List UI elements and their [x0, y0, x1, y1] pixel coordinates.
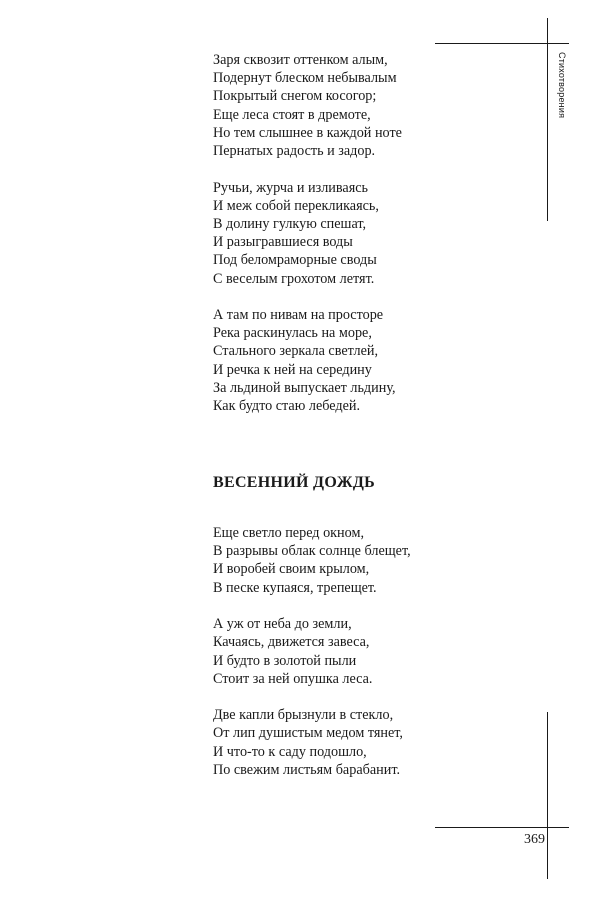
stanza — [213, 306, 533, 415]
bottom-vertical-rule — [547, 712, 548, 879]
verse-line: И речка к ней на середину — [213, 361, 372, 378]
verse-line: Подернут блеском небывалым — [213, 70, 397, 87]
poem-spring-morning — [213, 51, 533, 415]
stanza — [213, 51, 533, 160]
bottom-horizontal-rule — [435, 827, 569, 828]
page-number: 369 — [524, 832, 545, 847]
verse-line: И разыгравшиеся воды — [213, 234, 353, 251]
verse-line: В долину гулкую спешат, — [213, 215, 367, 232]
verse-line: По свежим листьям барабанит. — [213, 761, 400, 778]
poem-spring-rain — [213, 524, 533, 779]
verse-line: И воробей своим крылом, — [213, 561, 370, 578]
verse-line: И что-то к саду подошло, — [213, 743, 367, 760]
verse-line: От лип душистым медом тянет, — [213, 725, 403, 742]
verse-line: Под беломраморные своды — [213, 252, 377, 269]
verse-line: С веселым грохотом летят. — [213, 270, 375, 287]
verse-line: За льдиной выпускает льдину, — [213, 379, 396, 396]
verse-line: Как будто стаю лебедей. — [213, 398, 361, 415]
stanza — [213, 524, 533, 597]
verse-line: И будто в золотой пыли — [213, 652, 357, 669]
verse-line: Покрытый снегом косогор; — [213, 88, 377, 105]
stanza — [213, 706, 533, 779]
verse-line: Две капли брызнули в стекло, — [213, 707, 394, 724]
verse-line: Еще леса стоят в дремоте, — [213, 106, 371, 123]
verse-line: Стального зеркала светлей, — [213, 343, 379, 360]
verse-line: Река раскинулась на море, — [213, 325, 372, 342]
verse-line: Ручьи, журча и изливаясь — [213, 179, 369, 196]
verse-line: А там по нивам на просторе — [213, 307, 384, 324]
top-vertical-rule — [547, 18, 548, 221]
stanza — [213, 179, 533, 288]
verse-line: Пернатых радость и задор. — [213, 143, 376, 160]
poem-title: ВЕСЕННИЙ ДОЖДЬ — [213, 474, 376, 491]
verse-line: Еще светло перед окном, — [213, 525, 364, 541]
verse-line: Заря сквозит оттенком алым, — [213, 52, 388, 68]
verse-line: Но тем слышнее в каждой ноте — [213, 124, 402, 141]
verse-line: В песке купаяся, трепещет. — [213, 579, 377, 596]
stanza — [213, 615, 533, 688]
verse-line: Качаясь, движется завеса, — [213, 634, 370, 651]
verse-line: Стоит за ней опушка леса. — [213, 670, 373, 687]
running-head: Стихотворения — [557, 52, 567, 119]
top-horizontal-rule — [435, 43, 569, 44]
verse-line: В разрывы облак солнце блещет, — [213, 543, 411, 560]
verse-line: А уж от неба до земли, — [213, 616, 352, 633]
verse-line: И меж собой перекликаясь, — [213, 197, 379, 214]
